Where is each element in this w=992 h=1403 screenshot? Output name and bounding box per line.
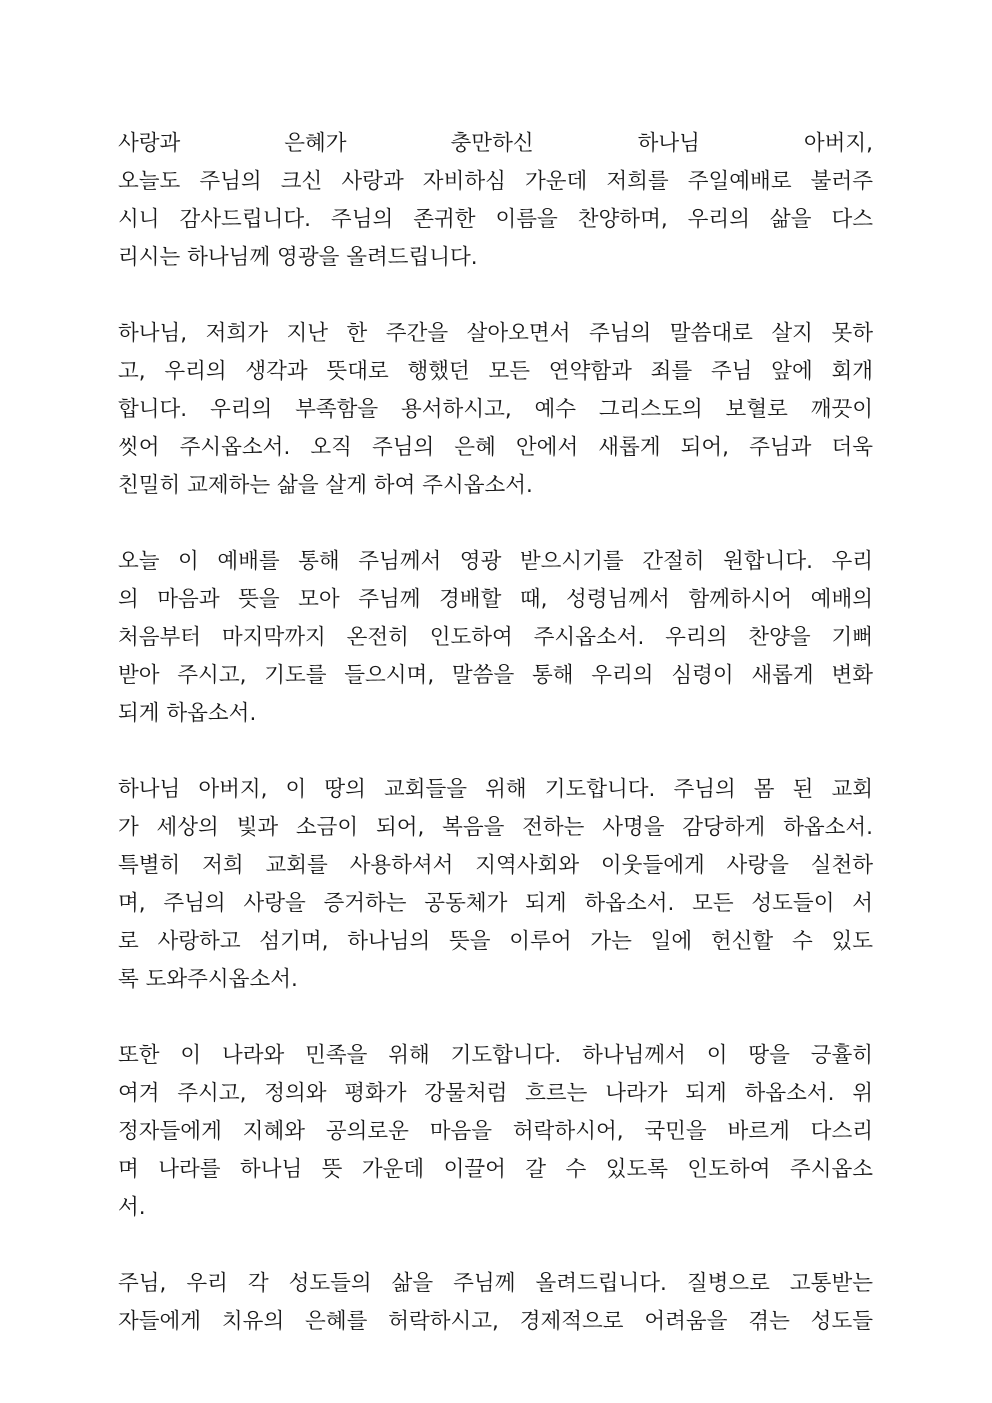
- text-line: 자들에게 치유의 은혜를 허락하시고, 경제적으로 어려움을 겪는 성도들: [118, 1309, 873, 1334]
- text-line: 오늘 이 예배를 통해 주님께서 영광 받으시기를 간절히 원합니다. 우리: [118, 549, 873, 574]
- text-line: 의 마음과 뜻을 모아 주님께 경배할 때, 성령님께서 함께하시어 예배의: [118, 587, 873, 612]
- text-line: 고, 우리의 생각과 뜻대로 행했던 모든 연약함과 죄를 주님 앞에 회개: [118, 359, 873, 384]
- text-line: 서.: [118, 1195, 146, 1220]
- text-line: 주님, 우리 각 성도들의 삶을 주님께 올려드립니다. 질병으로 고통받는: [118, 1271, 873, 1296]
- text-line: 여겨 주시고, 정의와 평화가 강물처럼 흐르는 나라가 되게 하옵소서. 위: [118, 1081, 873, 1106]
- text-line: 로 사랑하고 섬기며, 하나님의 뜻을 이루어 가는 일에 헌신할 수 있도: [118, 929, 873, 954]
- text-line: 정자들에게 지혜와 공의로운 마음을 허락하시어, 국민을 바르게 다스리: [118, 1119, 873, 1144]
- paragraph-4: [118, 771, 873, 999]
- prayer-text: [118, 125, 873, 1379]
- text-line: 사랑과 은혜가 충만하신 하나님 아버지,: [118, 131, 873, 156]
- text-line: 하나님, 저희가 지난 한 주간을 살아오면서 주님의 말씀대로 살지 못하: [118, 321, 873, 346]
- text-line: 며 나라를 하나님 뜻 가운데 이끌어 갈 수 있도록 인도하여 주시옵소: [118, 1157, 873, 1182]
- text-line: 특별히 저희 교회를 사용하셔서 지역사회와 이웃들에게 사랑을 실천하: [118, 853, 873, 878]
- text-line: 되게 하옵소서.: [118, 701, 257, 726]
- text-line: 친밀히 교제하는 삶을 살게 하여 주시옵소서.: [118, 473, 533, 498]
- text-line: 씻어 주시옵소서. 오직 주님의 은혜 안에서 새롭게 되어, 주님과 더욱: [118, 435, 873, 460]
- text-line: 하나님 아버지, 이 땅의 교회들을 위해 기도합니다. 주님의 몸 된 교회: [118, 777, 873, 802]
- paragraph-1: [118, 125, 873, 277]
- text-line: 오늘도 주님의 크신 사랑과 자비하심 가운데 저희를 주일예배로 불러주: [118, 169, 873, 194]
- text-line: 록 도와주시옵소서.: [118, 967, 298, 992]
- text-line: 리시는 하나님께 영광을 올려드립니다.: [118, 245, 478, 270]
- text-line: 시니 감사드립니다. 주님의 존귀한 이름을 찬양하며, 우리의 삶을 다스: [118, 207, 873, 232]
- text-line: 며, 주님의 사랑을 증거하는 공동체가 되게 하옵소서. 모든 성도들이 서: [118, 891, 873, 916]
- text-line: 합니다. 우리의 부족함을 용서하시고, 예수 그리스도의 보혈로 깨끗이: [118, 397, 873, 422]
- text-line: 가 세상의 빛과 소금이 되어, 복음을 전하는 사명을 감당하게 하옵소서.: [118, 815, 873, 840]
- text-line: 받아 주시고, 기도를 들으시며, 말씀을 통해 우리의 심령이 새롭게 변화: [118, 663, 873, 688]
- paragraph-2: [118, 315, 873, 505]
- paragraph-3: [118, 543, 873, 733]
- paragraph-5: [118, 1037, 873, 1227]
- text-line: 또한 이 나라와 민족을 위해 기도합니다. 하나님께서 이 땅을 긍휼히: [118, 1043, 873, 1068]
- paragraph-6: [118, 1265, 873, 1341]
- text-line: 처음부터 마지막까지 온전히 인도하여 주시옵소서. 우리의 찬양을 기뻐: [118, 625, 873, 650]
